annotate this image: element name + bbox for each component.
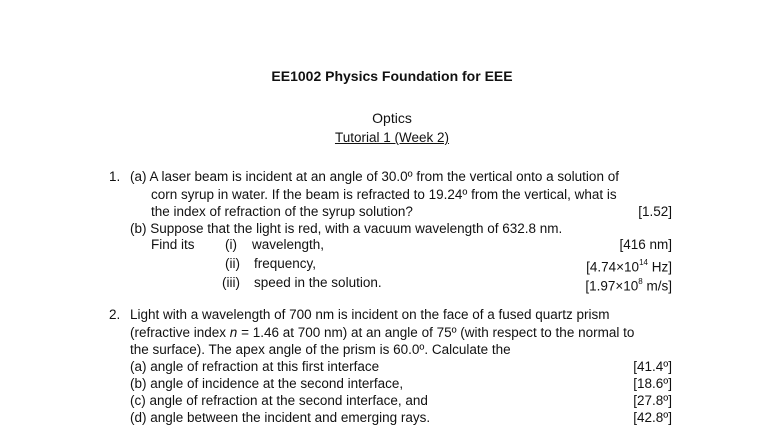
q2-a-text: (a) angle of refraction at this first interface: [130, 359, 380, 374]
q1-iii-answer: [585, 274, 672, 296]
q1-ii-label: (ii): [225, 256, 240, 271]
q1-a-answer: [1.52]: [638, 204, 672, 219]
q1-iii-label: (iii): [222, 275, 240, 290]
q2-d-answer: [42.8º]: [633, 410, 672, 425]
q2-line2-end: = 1.46 at 700 nm) at an angle of 75º (with respect to the normal to: [237, 325, 635, 340]
q1-a-line2: corn syrup in water. If the beam is refracted to 19.24º from the vertical, what is: [151, 187, 617, 202]
subject-heading: Optics: [372, 110, 412, 126]
q2-b-answer: [18.6º]: [633, 376, 672, 391]
question-1-number: 1.: [109, 169, 121, 184]
q2-a-answer: [41.4º]: [633, 359, 672, 374]
q1-iii-text: speed in the solution.: [254, 275, 382, 290]
q1-ii-answer-base: [4.74×10: [586, 259, 640, 275]
tutorial-label: Tutorial 1 (Week 2): [334, 130, 450, 145]
q1-b-line1: (b) Suppose that the light is red, with a vacuum wavelength of 632.8 nm.: [130, 221, 563, 236]
q2-line2: [130, 324, 634, 342]
q2-line1: Light with a wavelength of 700 nm is incident on the face of a fused quartz prism: [130, 307, 610, 322]
q2-line3: the surface). The apex angle of the prism is 60.0º. Calculate the: [130, 342, 511, 357]
q2-c-text: (c) angle of refraction at the second interface, and: [130, 393, 428, 408]
q1-i-text: wavelength,: [252, 237, 325, 252]
q1-ii-text: frequency,: [254, 256, 317, 271]
q1-iii-answer-unit: m/s]: [642, 278, 672, 294]
q1-iii-answer-base: [1.97×10: [585, 278, 639, 294]
course-title: EE1002 Physics Foundation for EEE: [271, 68, 513, 84]
tutorial-heading: [0, 130, 784, 145]
q1-i-label: (i): [225, 237, 237, 252]
q2-line2-n-symbol: n: [229, 325, 238, 340]
q1-find-its: Find its: [151, 237, 195, 252]
q2-c-answer: [27.8º]: [633, 393, 672, 408]
q1-iii-answer-exponent: 8: [638, 277, 643, 286]
q1-i-answer: [416 nm]: [619, 237, 672, 252]
q2-d-text: (d) angle between the incident and emerging rays.: [130, 410, 431, 425]
q1-ii-answer-exponent: 14: [639, 258, 648, 267]
question-2-number: 2.: [109, 307, 121, 322]
q2-line2-start: (refractive index: [130, 325, 230, 340]
q1-a-line3: the index of refraction of the syrup solution?: [151, 204, 413, 219]
q2-b-text: (b) angle of incidence at the second interface,: [130, 376, 404, 391]
q1-a-line1: (a) A laser beam is incident at an angle of 30.0º from the vertical onto a solution of: [130, 169, 619, 184]
q1-ii-answer-unit: Hz]: [647, 259, 672, 275]
